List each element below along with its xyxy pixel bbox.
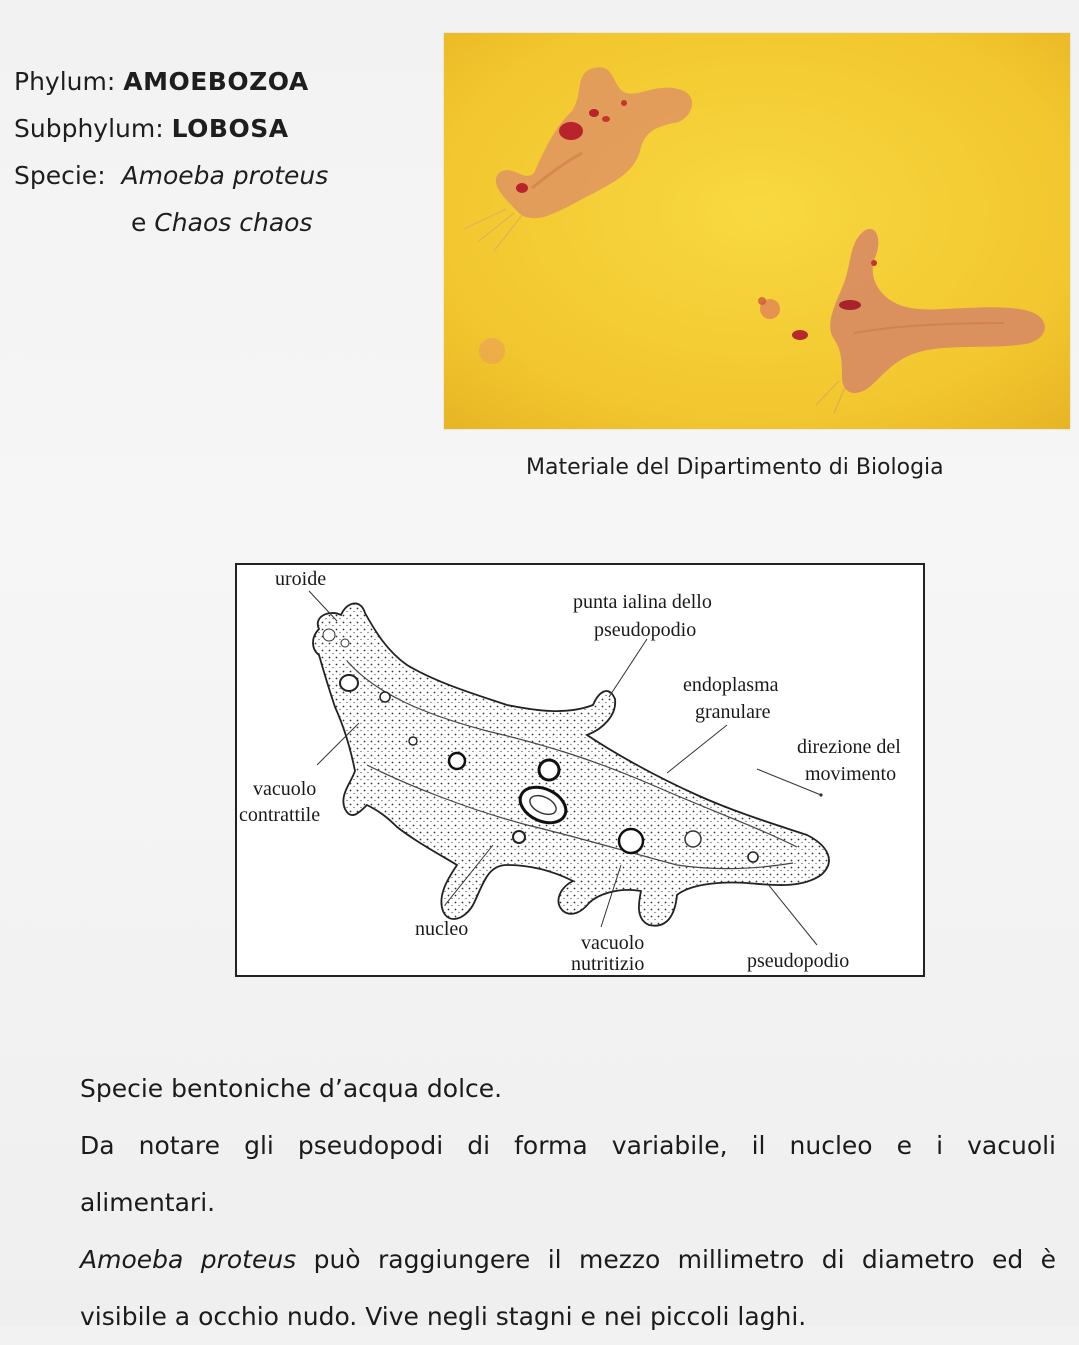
- species-label: Specie:: [14, 161, 106, 190]
- label-vacuolo-contrattile-1: vacuolo: [253, 778, 317, 800]
- description-line-3: [80, 1231, 1056, 1288]
- phylum-row: [14, 58, 328, 105]
- description-line-4: visibile a occhio nudo. Vive negli stagni e nei piccoli laghi.: [80, 1302, 807, 1331]
- label-endoplasma-2: granulare: [695, 701, 771, 723]
- subphylum-row: [14, 105, 328, 152]
- label-direzione-2: movimento: [805, 763, 897, 785]
- species-value-2: Chaos chaos: [154, 208, 313, 237]
- species-conjunction: e: [131, 208, 147, 237]
- description: [80, 1060, 1056, 1345]
- label-direzione-1: direzione del: [797, 736, 901, 758]
- description-line-2: Da notare gli pseudopodi di forma variabile, il nucleo e i vacuoli: [80, 1131, 1056, 1160]
- amoeba-photo: [444, 33, 1070, 429]
- label-vacuolo-contrattile-2: contrattile: [239, 804, 321, 826]
- label-uroide: uroide: [275, 568, 327, 590]
- description-line-1: Specie bentoniche d’acqua dolce.: [80, 1074, 503, 1103]
- amoeba-diagram: [235, 563, 925, 977]
- label-vacuolo-nutritizio-1: vacuolo: [581, 932, 645, 954]
- subphylum-label: Subphylum:: [14, 114, 164, 143]
- subphylum-value: LOBOSA: [171, 114, 289, 143]
- label-vacuolo-nutritizio-2: nutritizio: [571, 953, 645, 975]
- phylum-label: Phylum:: [14, 67, 116, 96]
- description-line-2-cont: alimentari.: [80, 1188, 216, 1217]
- taxonomy-block: [14, 58, 328, 246]
- label-punta-ialina-1: punta ialina dello: [573, 591, 712, 613]
- label-nucleo: nucleo: [415, 918, 469, 940]
- photo-credit: Materiale del Dipartimento di Biologia: [526, 455, 944, 480]
- species-value-1: Amoeba proteus: [121, 161, 329, 190]
- phylum-value: AMOEBOZOA: [123, 67, 309, 96]
- species-row-2: [14, 199, 328, 246]
- species-row: [14, 152, 328, 199]
- label-pseudopodio: pseudopodio: [747, 950, 850, 972]
- species-name-italic: Amoeba proteus: [80, 1245, 297, 1274]
- description-line-3-rest: può raggiungere il mezzo millimetro di diametro ed è: [296, 1245, 1056, 1274]
- label-punta-ialina-2: pseudopodio: [594, 619, 697, 641]
- amoeba-photo-image: [444, 33, 1070, 429]
- label-endoplasma-1: endoplasma: [683, 674, 779, 696]
